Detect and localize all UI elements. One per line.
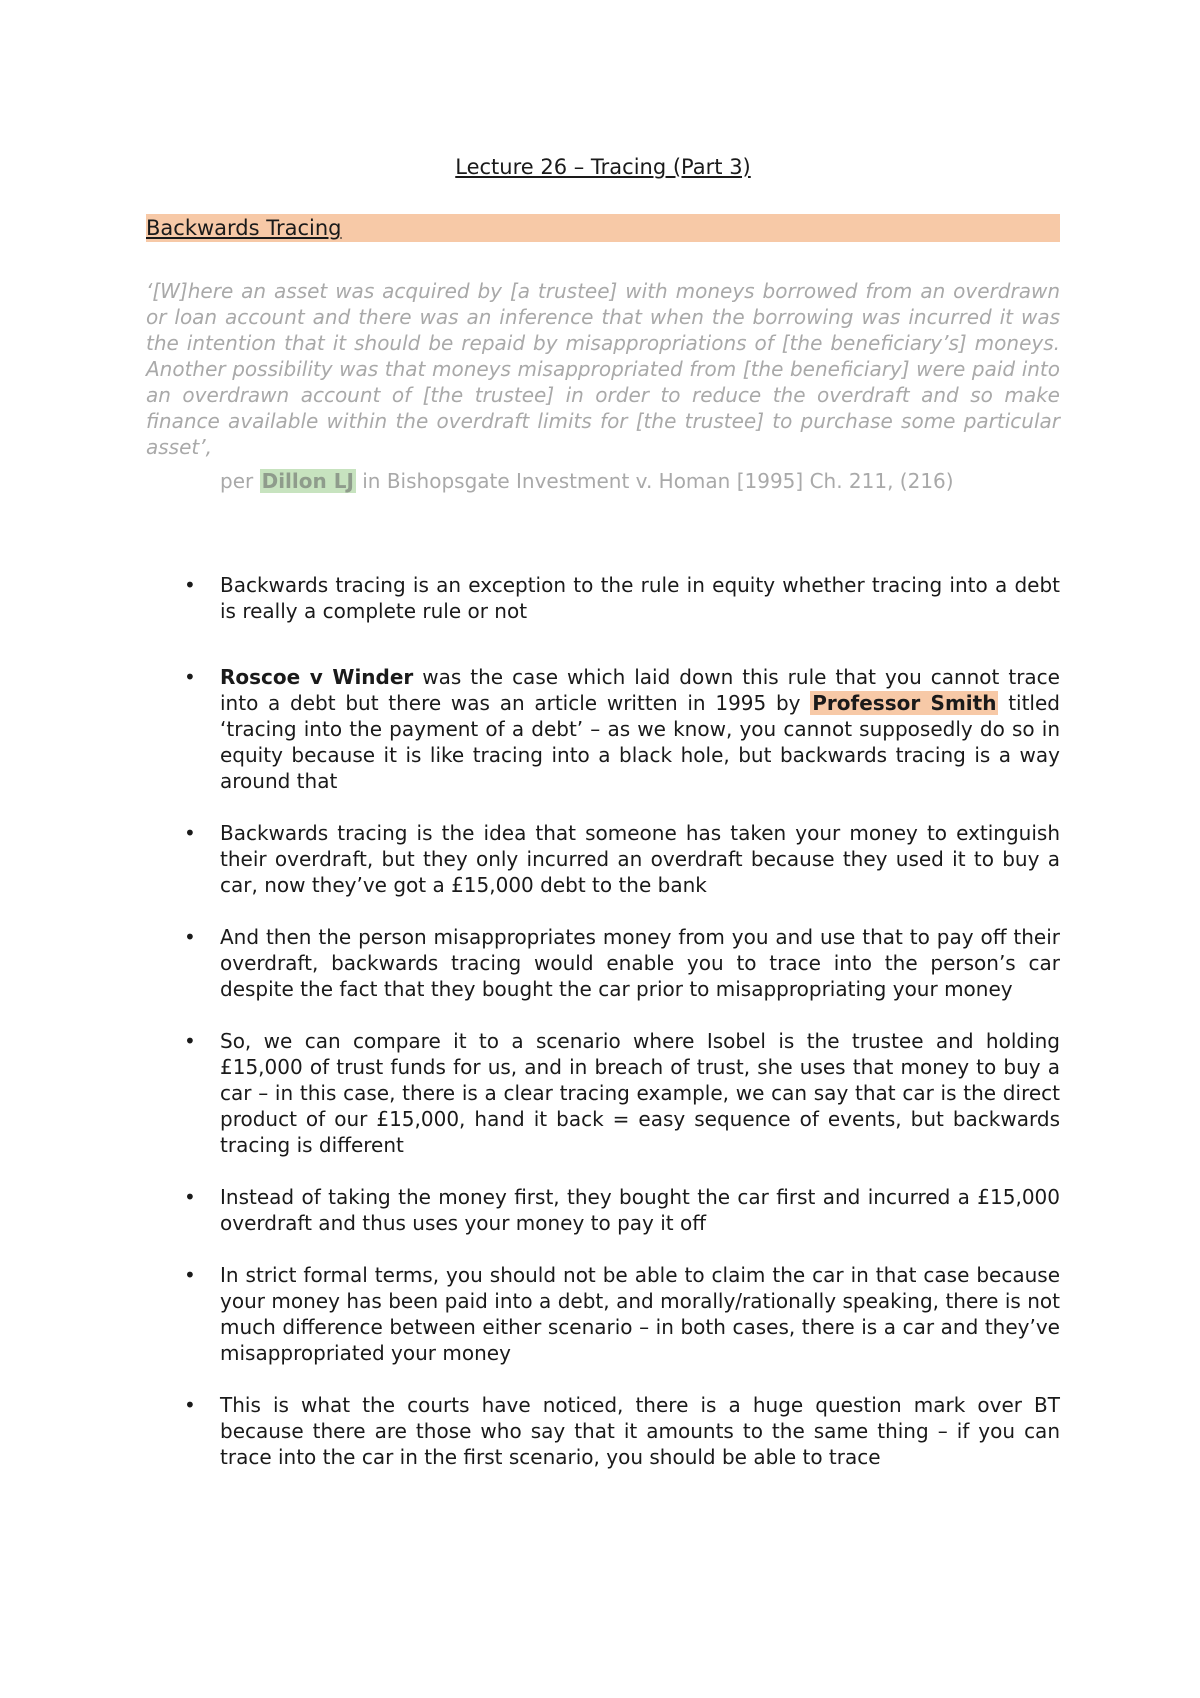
citation-suffix: in Bishopsgate Investment v. Homan [1995] Ch. 211, (216) xyxy=(355,469,954,493)
citation xyxy=(220,468,1060,494)
bullet-text: Instead of taking the money first, they bought the car first and incurred a £15,000 overdraft and thus uses your money to pay it off xyxy=(220,1185,1060,1235)
quote-block: ‘[W]here an asset was acquired by [a trustee] with moneys borrowed from an overdrawn or loan account and there was an inference that when the borrowing was incurred it was the intention that it should be repaid by misappropriations of [the beneficiary’s] moneys. Another possibility was that moneys misappropriated from [the beneficiary] were paid into an overdrawn account of [the trustee] in order to reduce the overdraft and so make finance available within the overdraft limits for [the trustee] to purchase some particular asset’, xyxy=(146,279,1060,459)
list-item xyxy=(146,664,1060,794)
list-item xyxy=(146,1184,1060,1236)
page-title: Lecture 26 – Tracing (Part 3) xyxy=(455,155,751,179)
list-item xyxy=(146,1028,1060,1158)
bullet-icon: • xyxy=(184,1263,196,1287)
list-item xyxy=(146,1392,1060,1470)
section-heading: Backwards Tracing xyxy=(146,214,1060,242)
bullet-icon: • xyxy=(184,665,196,689)
list-item xyxy=(146,1262,1060,1366)
bullet-text: was the case which laid down this rule that you cannot trace into a debt but there was an article written in 1995 by xyxy=(220,665,1060,715)
bullet-icon: • xyxy=(184,1393,196,1417)
bullet-icon: • xyxy=(184,821,196,845)
bullet-icon: • xyxy=(184,925,196,949)
bullet-text: So, we can compare it to a scenario where Isobel is the trustee and holding £15,000 of trust funds for us, and in breach of trust, she uses that money to buy a car – in this case, there is a clear tracing example, we can say that car is the direct product of our £15,000, hand it back = easy sequence of events, but backwards tracing is different xyxy=(220,1029,1060,1157)
bullet-text: Backwards tracing is an exception to the rule in equity whether tracing into a debt is really a complete rule or not xyxy=(220,573,1060,623)
case-name: Roscoe v Winder xyxy=(220,665,414,689)
bullet-list xyxy=(146,572,1060,1470)
citation-prefix: per xyxy=(220,469,260,493)
bullet-text: Backwards tracing is the idea that someone has taken your money to extinguish their overdraft, but they only incurred an overdraft because they used it to buy a car, now they’ve got a £15,000 debt to the bank xyxy=(220,821,1060,897)
bullet-icon: • xyxy=(184,1185,196,1209)
bullet-text: This is what the courts have noticed, there is a huge question mark over BT because there are those who say that it amounts to the same thing – if you can trace into the car in the first scenario, you should be able to trace xyxy=(220,1393,1060,1469)
author-highlight: Professor Smith xyxy=(812,691,997,715)
bullet-text: titled ‘tracing into the payment of a debt’ – as we know, you cannot supposedly do so in equity because it is like tracing into a black hole, but backwards tracing is a way around that xyxy=(220,691,1060,793)
list-item xyxy=(146,820,1060,898)
bullet-text: And then the person misappropriates money from you and use that to pay off their overdraft, backwards tracing would enable you to trace into the person’s car despite the fact that they bought the car prior to misappropriating your money xyxy=(220,925,1060,1001)
bullet-icon: • xyxy=(184,1029,196,1053)
list-item xyxy=(146,924,1060,1002)
bullet-text: In strict formal terms, you should not be able to claim the car in that case because your money has been paid into a debt, and morally/rationally speaking, there is not much difference between either scenario – in both cases, there is a car and they’ve misappropriated your money xyxy=(220,1263,1060,1365)
judge-name-highlight: Dillon LJ xyxy=(261,469,354,493)
list-item xyxy=(146,572,1060,624)
bullet-icon: • xyxy=(184,573,196,597)
